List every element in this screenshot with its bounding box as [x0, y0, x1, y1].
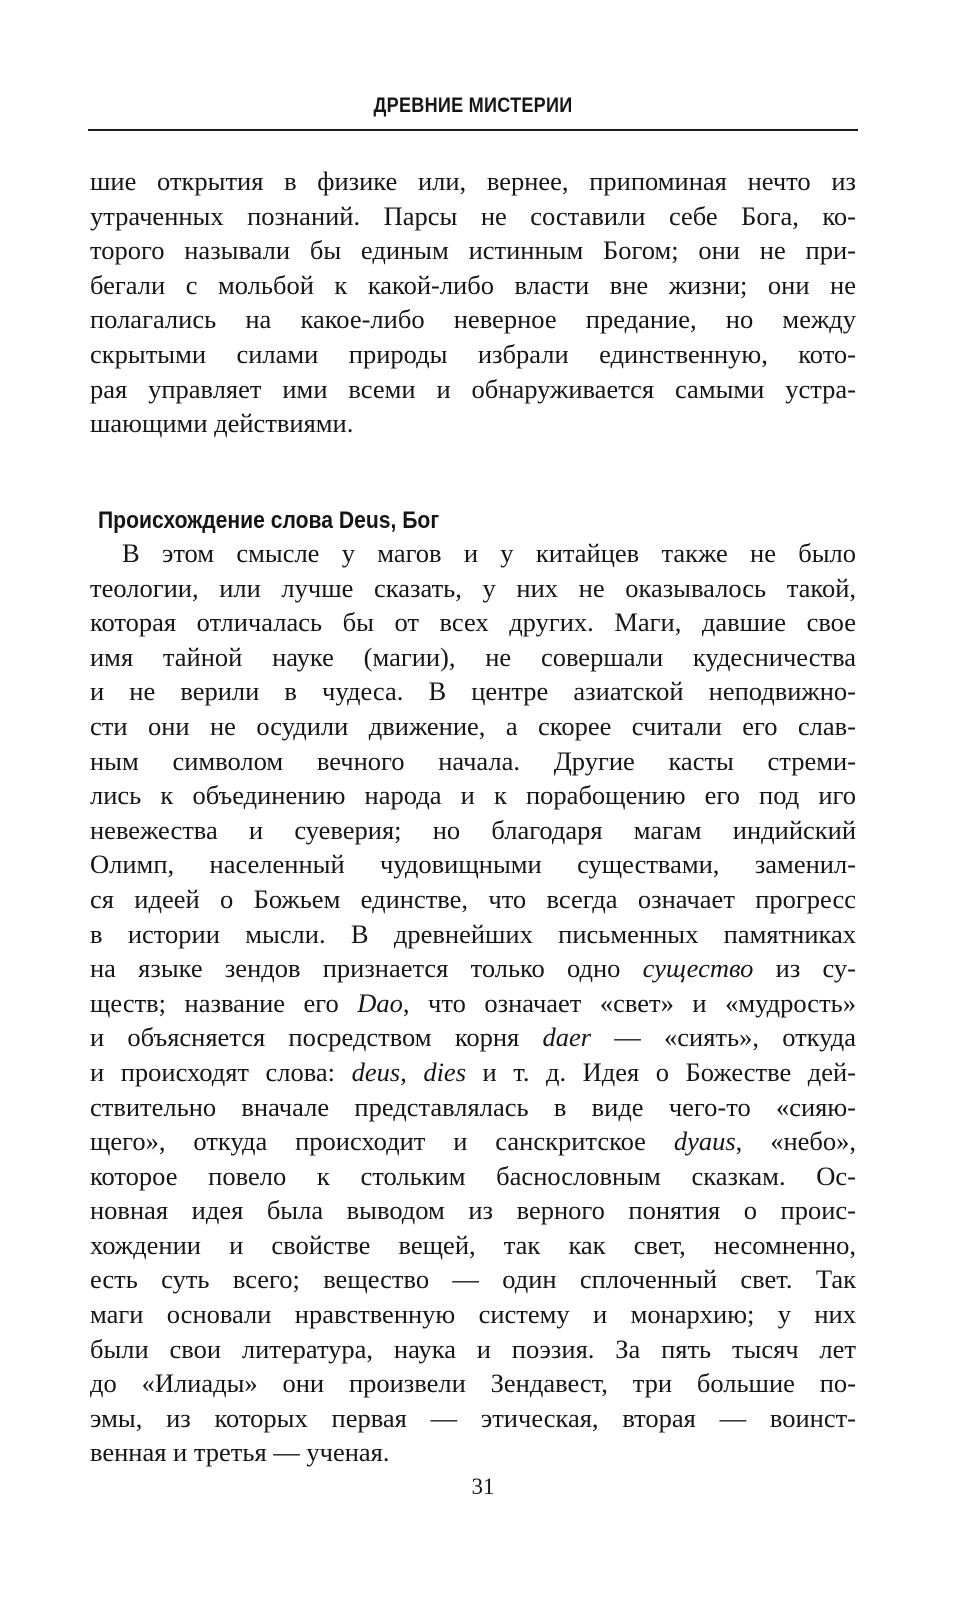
text-line: теологии, или лучше сказать, у них не оказывалось такой, [90, 572, 856, 603]
running-head: ДРЕВНИЕ МИСТЕРИИ [373, 94, 573, 117]
text-line: были свои литература, наука и поэзия. За пять тысяч лет [90, 1333, 856, 1364]
text-line: имя тайной науке (магии), не совершали кудесничества [90, 641, 856, 672]
text-run: на языке зендов признается только одно [90, 953, 643, 984]
italic-term: deus, dies [351, 1056, 467, 1087]
text-run: , «небо», [735, 1126, 856, 1157]
text-line [90, 986, 856, 1021]
text-line: скрытыми силами природы избрали единственную, кото- [90, 338, 856, 369]
text-run: из су- [753, 953, 856, 984]
text-line: полагались на какое-либо неверное предание, но между [90, 304, 856, 335]
text-line: хождении и свойстве вещей, так как свет, несомненно, [90, 1229, 856, 1260]
text-line: маги основали нравственную систему и монархию; у них [90, 1299, 856, 1330]
text-line [90, 951, 856, 986]
text-line [90, 1055, 856, 1090]
text-line: ным символом вечного начала. Другие касты стреми- [90, 745, 856, 776]
paragraph-main [90, 536, 856, 1470]
text-run: и объясняется посредством корня [90, 1022, 543, 1053]
text-line: венная и третья — ученая. [90, 1437, 390, 1468]
text-line: бегали с мольбой к какой-либо власти вне жизни; они не [90, 269, 856, 300]
text-line: шающими действиями. [90, 408, 354, 439]
text-line: утраченных познаний. Парсы не составили себе Бога, ко- [90, 200, 856, 231]
italic-term: daer [542, 1022, 592, 1053]
italic-term: dyaus [673, 1126, 736, 1157]
text-line [90, 1020, 856, 1055]
text-line: которое повело к стольким баснословным сказкам. Ос- [90, 1160, 856, 1191]
section-heading: Происхождение слова Deus, Бог [98, 507, 440, 534]
text-run: щего», откуда происходит и санскритское [90, 1126, 674, 1157]
text-line [90, 1124, 856, 1159]
text-line: ствительно вначале представлялась в виде чего-то «сияю- [90, 1091, 856, 1122]
text-line: которая отличалась бы от всех других. Маги, давшие свое [90, 607, 856, 638]
italic-term: существо [642, 953, 754, 984]
text-line: торого называли бы единым истинным Богом; они не при- [90, 235, 856, 266]
text-line: ся идеей о Божьем единстве, что всегда означает прогресс [90, 883, 856, 914]
text-line: до «Илиады» они произвели Зендавест, три большие по- [90, 1368, 856, 1399]
text-line: эмы, из которых первая — этическая, вторая — воинст- [90, 1402, 856, 1433]
italic-term: Dao [357, 987, 403, 1018]
page-number: 31 [471, 1474, 495, 1499]
text-run: — «сиять», откуда [591, 1022, 857, 1053]
paragraph-continuation [90, 164, 856, 441]
text-line: лись к объединению народа и к порабощению его под иго [90, 780, 856, 811]
text-line: Олимп, населенный чудовищными существами, заменил- [90, 849, 856, 880]
text-run: и происходят слова: [90, 1056, 352, 1087]
text-line: новная идея была выводом из верного понятия о проис- [90, 1195, 856, 1226]
text-line: в истории мысли. В древнейших письменных памятниках [90, 918, 856, 949]
text-line: есть суть всего; вещество — один сплоченный свет. Так [90, 1264, 856, 1295]
text-line: рая управляет ими всеми и обнаруживается самыми устра- [90, 373, 856, 404]
text-run: и т. д. Идея о Божестве дей- [466, 1056, 856, 1087]
text-run: , что означает «свет» и «мудрость» [402, 987, 856, 1018]
header-rule [88, 129, 858, 131]
text-line: невежества и суеверия; но благодаря магам индийский [90, 814, 856, 845]
text-line: В этом смысле у магов и у китайцев также не было [122, 538, 856, 568]
text-line: шие открытия в физике или, вернее, припоминая нечто из [90, 166, 856, 196]
text-run: ществ; название его [90, 987, 358, 1018]
text-line: сти они не осудили движение, а скорее считали его слав- [90, 710, 856, 741]
text-line: и не верили в чудеса. В центре азиатской неподвижно- [90, 676, 856, 707]
